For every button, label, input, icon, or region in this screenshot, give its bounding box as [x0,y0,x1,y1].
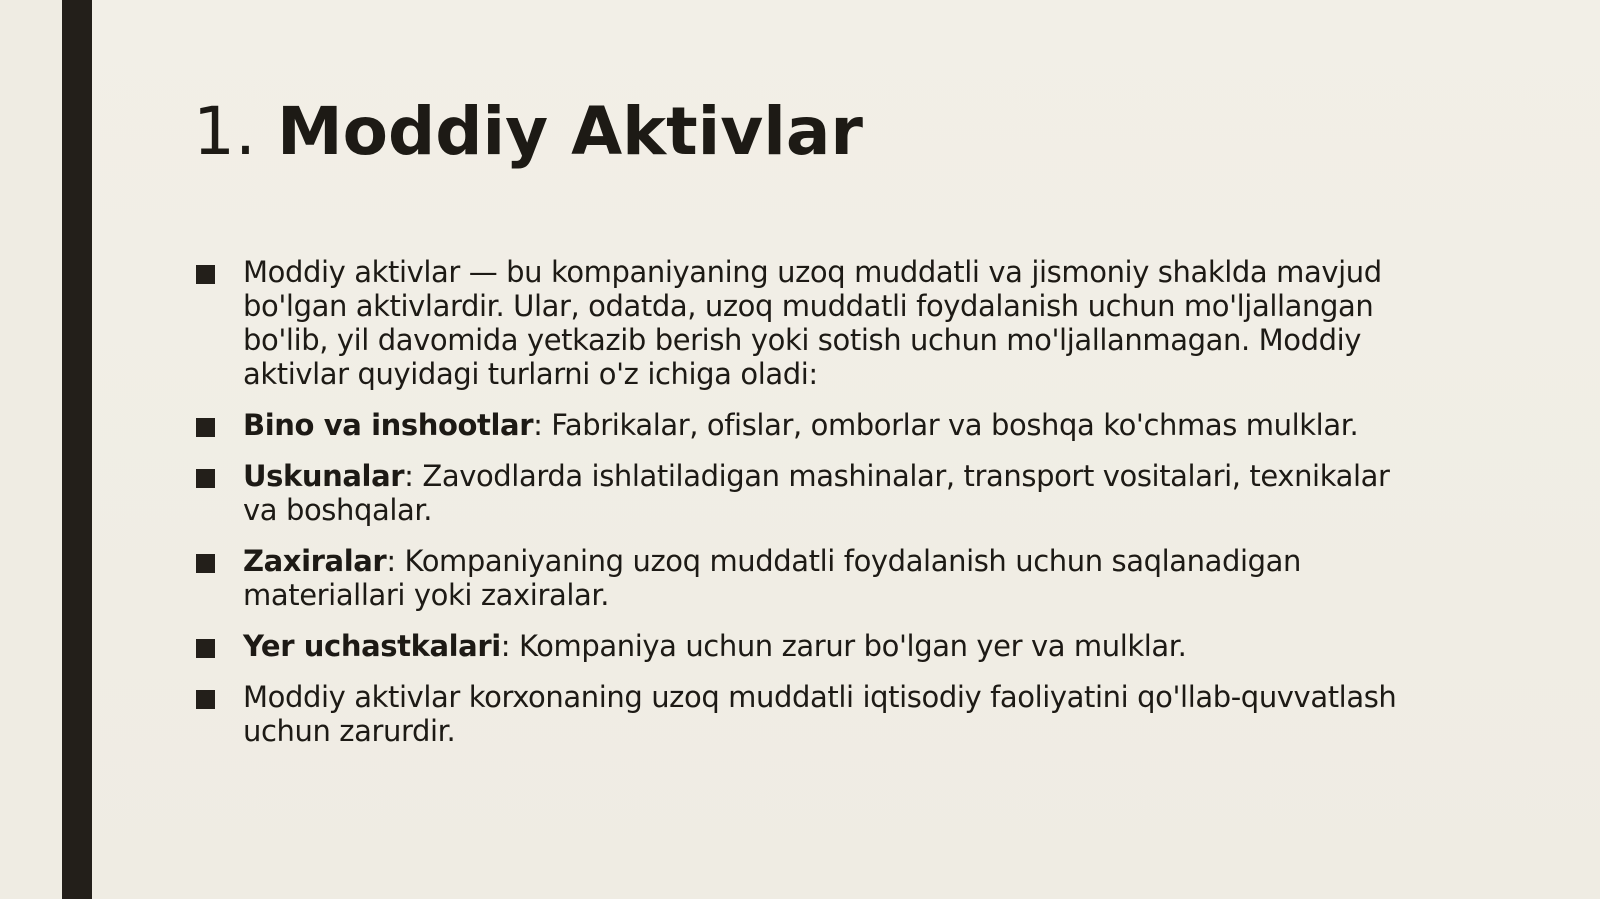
title-number: 1. [193,93,256,170]
square-bullet-icon [196,554,215,573]
square-bullet-icon [196,690,215,709]
bullet-text: : Kompaniyaning uzoq muddatli foydalanish uchun saqlanadigan materiallari yoki zaxiralar. [243,544,1302,612]
square-bullet-icon [196,639,215,658]
bullet-list [193,255,1423,765]
bullet-item-conclusion [193,680,1423,748]
square-bullet-icon [196,265,215,284]
bullet-text: Moddiy aktivlar korxonaning uzoq muddatli iqtisodiy faoliyatini qo'llab-quvvatlash uchun zarurdir. [243,680,1397,748]
title-text: Moddiy Aktivlar [276,93,863,170]
bullet-item-inventory [193,544,1423,612]
bullet-term: Yer uchastkalari [243,629,501,663]
bullet-text: : Fabrikalar, ofislar, omborlar va boshqa ko'chmas mulklar. [533,408,1359,442]
bullet-item-buildings [193,408,1423,442]
accent-bar [62,0,92,899]
bullet-item-land [193,629,1423,663]
bullet-text: : Kompaniya uchun zarur bo'lgan yer va mulklar. [500,629,1187,663]
bullet-item-equipment [193,459,1423,527]
bullet-term: Zaxiralar [243,544,387,578]
bullet-item-intro [193,255,1423,391]
square-bullet-icon [196,469,215,488]
bullet-text: Moddiy aktivlar — bu kompaniyaning uzoq muddatli va jismoniy shaklda mavjud bo'lgan aktivlardir. Ular, odatda, uzoq muddatli foydalanish uchun mo'ljallangan bo'lib, yil davomida yetkazib berish yoki sotish uchun mo'ljallanmagan. Moddiy aktivlar quyidagi turlarni o'z ichiga oladi: [243,255,1382,391]
square-bullet-icon [196,418,215,437]
slide-title [193,88,863,176]
bullet-text: : Zavodlarda ishlatiladigan mashinalar, transport vositalari, texnikalar va boshqalar. [243,459,1390,527]
bullet-term: Uskunalar [243,459,405,493]
bullet-term: Bino va inshootlar [243,408,534,442]
